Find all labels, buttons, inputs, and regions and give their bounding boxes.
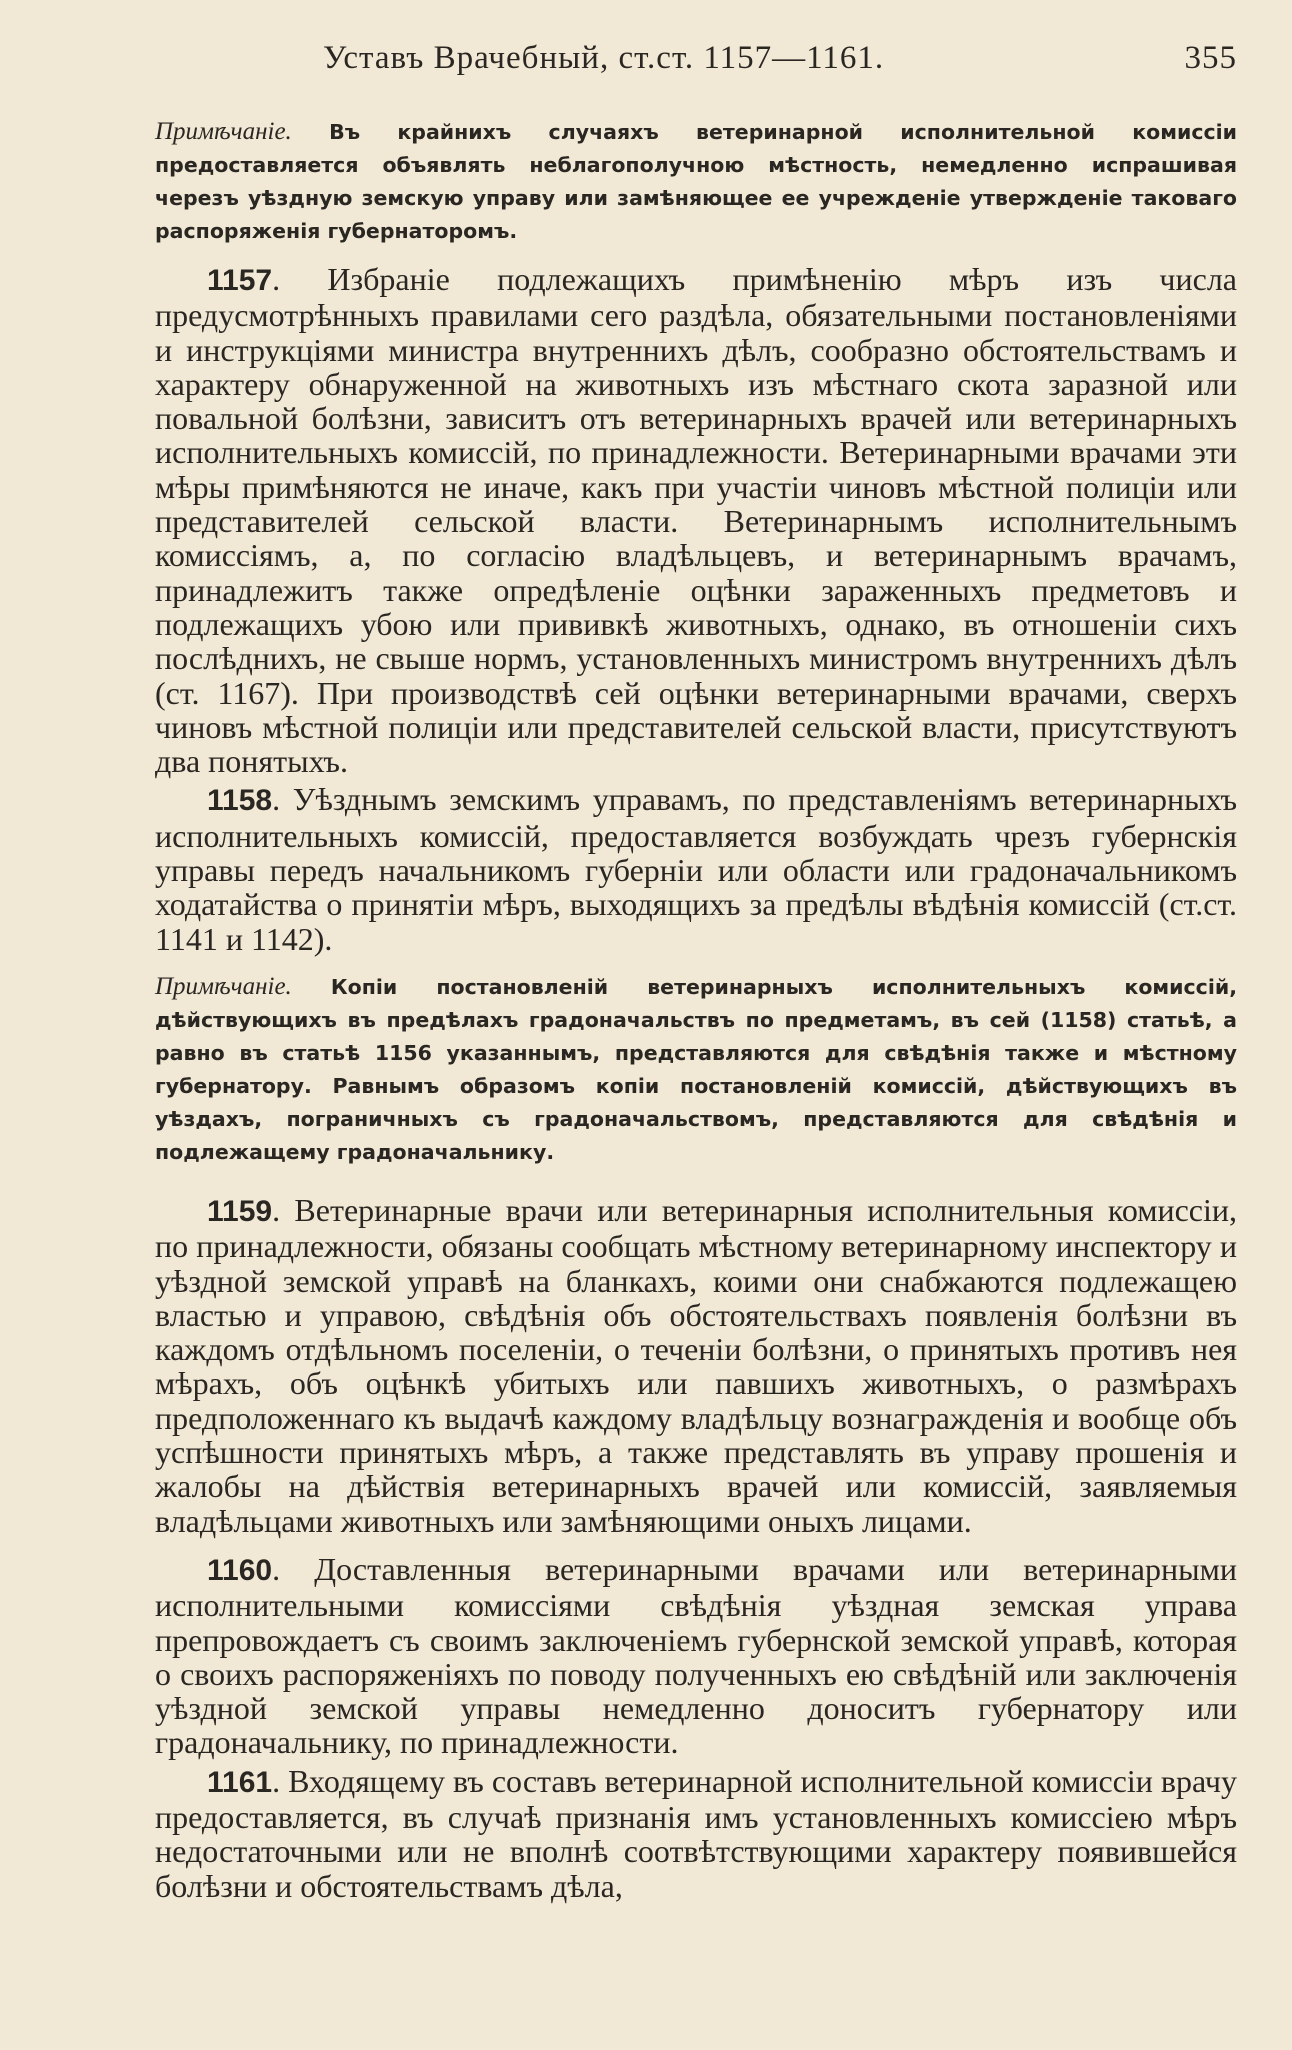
note-text: Въ крайнихъ случаяхъ ветеринарной исполнительной комиссіи предоставляется объявлять неблагополучною мѣстность, немедленно испрашивая черезъ уѣздную земскую управу или замѣняющее ее учрежденіе утвержденіе таковаго распоряженія губернаторомъ. — [155, 120, 1238, 243]
note-label: Примѣчаніе. — [155, 118, 292, 145]
article-1157: 1157. Избраніе подлежащихъ примѣненію мѣръ изъ числа предусмотрѣнныхъ правилами сего раздѣла, обязательными постановленіями и инструкціями министра внутреннихъ дѣлъ, сообразно обстоятельствамъ и характеру обнаруженной на животныхъ изъ мѣстнаго скота заразной или повальной болѣзни, зависитъ отъ ветеринарныхъ врачей или ветеринарныхъ исполнительныхъ комиссій, по принадлежности. Ветеринарными врачами эти мѣры примѣняются не иначе, какъ при участіи чиновъ мѣстной полиціи или представителей сельской власти. Ветеринарнымъ исполнительнымъ комиссіямъ, а, по согласію владѣльцевъ, и ветеринарнымъ врачамъ, принадлежитъ также опредѣленіе оцѣнки зараженныхъ предметовъ и подлежащихъ убою или прививкѣ животныхъ, однако, въ отношеніи сихъ послѣднихъ, не свыше нормъ, установленныхъ министромъ внутреннихъ дѣлъ (ст. 1167). При производствѣ сей оцѣнки ветеринарными врачами, сверхъ чиновъ мѣстной полиціи или представителей сельской власти, присутствуютъ два понятыхъ. — [155, 261, 1238, 780]
running-header — [155, 40, 1237, 77]
article-1161: 1161. Входящему въ составъ ветеринарной исполнительной комиссіи врачу предоставляется, въ случаѣ признанія имъ установленныхъ комиссіею мѣръ недостаточными или не вполнѣ соотвѣтствующими характеру появившейся болѣзни и обстоятельствамъ дѣла, — [155, 1762, 1238, 1904]
article-1158: 1158. Уѣзднымъ земскимъ управамъ, по представленіямъ ветеринарныхъ исполнительныхъ комиссій, предоставляется возбуждать чрезъ губернскія управы передъ начальникомъ губерніи или области или градоначальникомъ ходатайства о принятіи мѣръ, выходящихъ за предѣлы вѣдѣнія комиссій (ст.ст. 1141 и 1142). — [155, 781, 1237, 957]
article-text: Доставленныя ветеринарными врачами или ветеринарными исполнительными комиссіями свѣдѣнія уѣздная земская управа препровождаетъ съ своимъ заключеніемъ губернской земской управѣ, которая о своихъ распоряженіяхъ по поводу полученныхъ ею свѣдѣній или заключенія уѣздной земской управы немедленно доноситъ губернатору или градоначальнику, по принадлежности. — [155, 1550, 1238, 1761]
note-label: Примѣчаніе. — [155, 972, 292, 1000]
running-title: Уставъ Врачебный, ст.ст. 1157—1161. — [323, 40, 885, 76]
note-paragraph — [155, 970, 1237, 1169]
article-1160: 1160. Доставленныя ветеринарными врачами или ветеринарными исполнительными комиссіями свѣдѣнія уѣздная земская управа препровождаетъ съ своимъ заключеніемъ губернской земской управѣ, которая о своихъ распоряженіяхъ по поводу полученныхъ ею свѣдѣній или заключенія уѣздной земской управы немедленно доноситъ губернатору или градоначальнику, по принадлежности. — [155, 1550, 1238, 1761]
note-paragraph — [155, 115, 1237, 248]
article-text: Избраніе подлежащихъ примѣненію мѣръ изъ числа предусмотрѣнныхъ правилами сего раздѣла, обязательными постановленіями и инструкціями министра внутреннихъ дѣлъ, сообразно обстоятельствамъ и характеру обнаруженной на животныхъ изъ мѣстнаго скота заразной или повальной болѣзни, зависитъ отъ ветеринарныхъ врачей или ветеринарныхъ исполнительныхъ комиссій, по принадлежности. Ветеринарными врачами эти мѣры примѣняются не иначе, какъ при участіи чиновъ мѣстной полиціи или представителей сельской власти. Ветеринарнымъ исполнительнымъ комиссіямъ, а, по согласію владѣльцевъ, и ветеринарнымъ врачамъ, принадлежитъ также опредѣленіе оцѣнки зараженныхъ предметовъ и подлежащихъ убою или прививкѣ животныхъ, однако, въ отношеніи сихъ послѣднихъ, не свыше нормъ, установленныхъ министромъ внутреннихъ дѣлъ (ст. 1167). При производствѣ сей оцѣнки ветеринарными врачами, сверхъ чиновъ мѣстной полиціи или представителей сельской власти, присутствуютъ два понятыхъ. — [155, 261, 1238, 780]
article-number: 1157 — [207, 264, 273, 297]
note-text: Копіи постановленій ветеринарныхъ исполнительныхъ комиссій, дѣйствующихъ въ предѣлахъ градоначальствъ по предметамъ, въ сей (1158) статьѣ, а равно въ статьѣ 1156 указаннымъ, представляются для свѣдѣнія также и мѣстному губернатору. Равнымъ образомъ копіи постановленій комиссій, дѣйствующихъ въ уѣздахъ, пограничныхъ съ градоначальствомъ, представляются для свѣдѣнія и подлежащему градоначальнику. — [155, 974, 1237, 1164]
article-text: Уѣзднымъ земскимъ управамъ, по представленіямъ ветеринарныхъ исполнительныхъ комиссій, предоставляется возбуждать чрезъ губернскія управы передъ начальникомъ губерніи или области или градоначальникомъ ходатайства о принятіи мѣръ, выходящихъ за предѣлы вѣдѣнія комиссій (ст.ст. 1141 и 1142). — [155, 781, 1237, 957]
article-number: 1159 — [207, 1194, 273, 1228]
article-number: 1160 — [207, 1553, 273, 1587]
page-number: 355 — [1184, 40, 1237, 76]
article-text: Входящему въ составъ ветеринарной исполнительной комиссіи врачу предоставляется, въ случаѣ признанія имъ установленныхъ комиссіею мѣръ недостаточными или не вполнѣ соотвѣтствующими характеру появившейся болѣзни и обстоятельствамъ дѣла, — [155, 1762, 1238, 1904]
article-1159: 1159. Ветеринарные врачи или ветеринарныя исполнительныя комиссіи, по принадлежности, обязаны сообщать мѣстному ветеринарному инспектору и уѣздной земской управѣ на бланкахъ, коими они снабжаются подлежащею властью и управою, свѣдѣнія объ обстоятельствахъ появленія болѣзни въ каждомъ отдѣльномъ поселеніи, о теченіи болѣзни, о принятыхъ противъ нея мѣрахъ, объ оцѣнкѣ убитыхъ или павшихъ животныхъ, о размѣрахъ предположеннаго къ выдачѣ каждому владѣльцу вознагражденія и вообще объ успѣшности принятыхъ мѣръ, а также представлять въ управу прошенія и жалобы на дѣйствія ветеринарныхъ врачей или комиссій, заявляемыя владѣльцами животныхъ или замѣняющими оныхъ лицами. — [155, 1191, 1238, 1539]
article-number: 1161 — [207, 1765, 273, 1799]
article-text: Ветеринарные врачи или ветеринарныя исполнительныя комиссіи, по принадлежности, обязаны сообщать мѣстному ветеринарному инспектору и уѣздной земской управѣ на бланкахъ, коими они снабжаются подлежащею властью и управою, свѣдѣнія объ обстоятельствахъ появленія болѣзни въ каждомъ отдѣльномъ поселеніи, о теченіи болѣзни, о принятыхъ противъ нея мѣрахъ, объ оцѣнкѣ убитыхъ или павшихъ животныхъ, о размѣрахъ предположеннаго къ выдачѣ каждому владѣльцу вознагражденія и вообще объ успѣшности принятыхъ мѣръ, а также представлять въ управу прошенія и жалобы на дѣйствія ветеринарныхъ врачей или комиссій, заявляемыя владѣльцами животныхъ или замѣняющими оныхъ лицами. — [155, 1191, 1238, 1539]
article-number: 1158 — [207, 784, 273, 818]
